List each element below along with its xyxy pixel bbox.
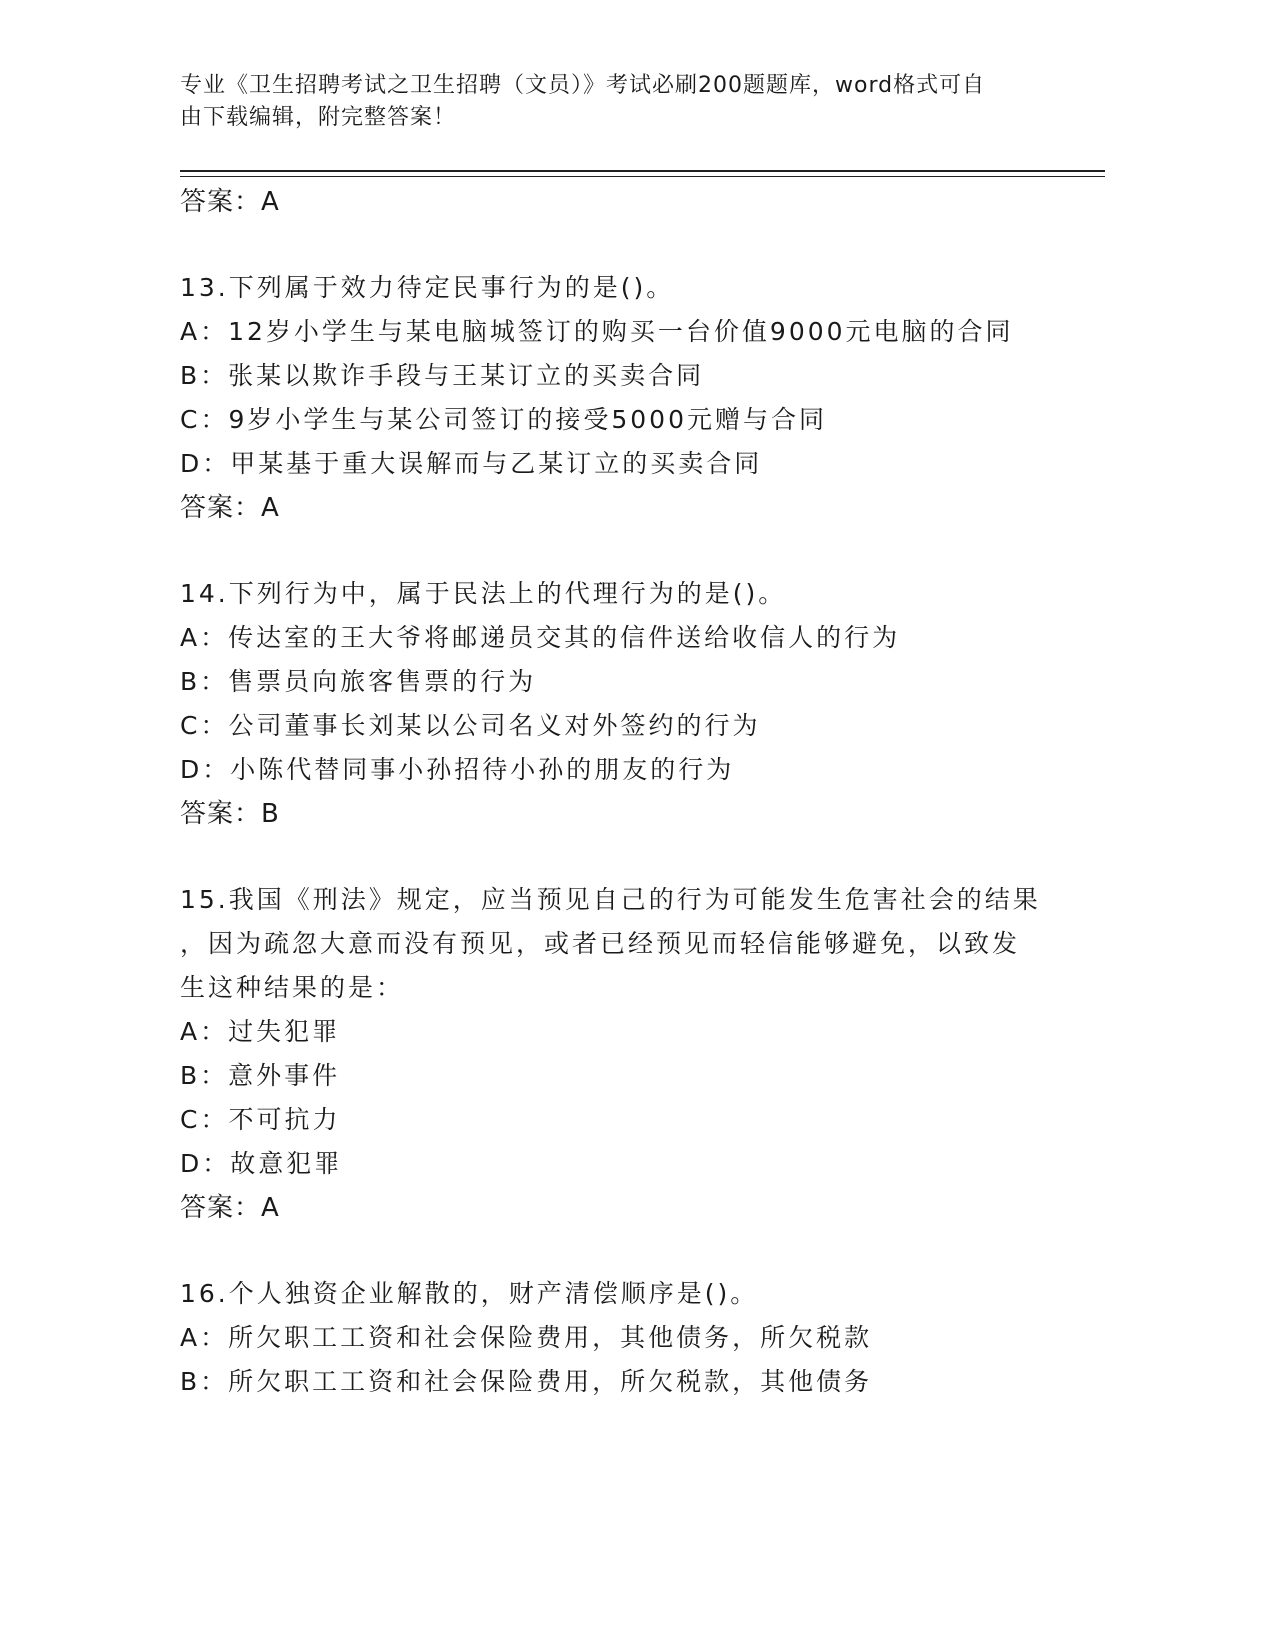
question-text: 16.个人独资企业解散的，财产清偿顺序是()。 — [180, 1279, 759, 1308]
question-13 — [180, 266, 1080, 530]
option-a: A：过失犯罪 — [180, 1017, 341, 1046]
document-header — [180, 70, 1040, 134]
question-text-line-2: ，因为疏忽大意而没有预见，或者已经预见而轻信能够避免，以致发 — [180, 929, 1021, 958]
option-a: A：12岁小学生与某电脑城签订的购买一台价值9000元电脑的合同 — [180, 317, 1014, 346]
answer-line: 答案：A — [180, 493, 280, 523]
option-b: B：售票员向旅客售票的行为 — [180, 667, 537, 696]
question-text-line-1: 15.我国《刑法》规定，应当预见自己的行为可能发生危害社会的结果 — [180, 885, 1041, 914]
answer-line: 答案：A — [180, 187, 280, 217]
option-b: B：所欠职工工资和社会保险费用，所欠税款，其他债务 — [180, 1367, 873, 1396]
option-b: B：张某以欺诈手段与王某订立的买卖合同 — [180, 361, 705, 390]
option-d: D：甲某基于重大误解而与乙某订立的买卖合同 — [180, 449, 763, 478]
option-d: D：小陈代替同事小孙招待小孙的朋友的行为 — [180, 755, 735, 784]
header-divider-thick — [180, 170, 1105, 172]
question-16 — [180, 1272, 1080, 1404]
answer-line: 答案：A — [180, 1193, 280, 1223]
header-divider-thin — [180, 176, 1105, 177]
option-c: C：9岁小学生与某公司签订的接受5000元赠与合同 — [180, 405, 827, 434]
option-a: A：所欠职工工资和社会保险费用，其他债务，所欠税款 — [180, 1323, 873, 1352]
option-d: D：故意犯罪 — [180, 1149, 343, 1178]
option-b: B：意外事件 — [180, 1061, 341, 1090]
question-text: 13.下列属于效力待定民事行为的是()。 — [180, 273, 675, 302]
question-14 — [180, 572, 1080, 836]
question-text-line-3: 生这种结果的是： — [180, 973, 405, 1002]
question-list — [180, 180, 1080, 1404]
option-c: C：公司董事长刘某以公司名义对外签约的行为 — [180, 711, 761, 740]
question-text: 14.下列行为中，属于民法上的代理行为的是()。 — [180, 579, 787, 608]
option-c: C：不可抗力 — [180, 1105, 341, 1134]
answer-line: 答案：B — [180, 799, 280, 829]
header-title-line-1: 专业《卫生招聘考试之卫生招聘（文员）》考试必刷200题题库，word格式可自 — [180, 73, 986, 98]
header-title-line-2: 由下载编辑，附完整答案！ — [180, 105, 457, 130]
option-a: A：传达室的王大爷将邮递员交其的信件送给收信人的行为 — [180, 623, 901, 652]
question-15 — [180, 878, 1080, 1230]
